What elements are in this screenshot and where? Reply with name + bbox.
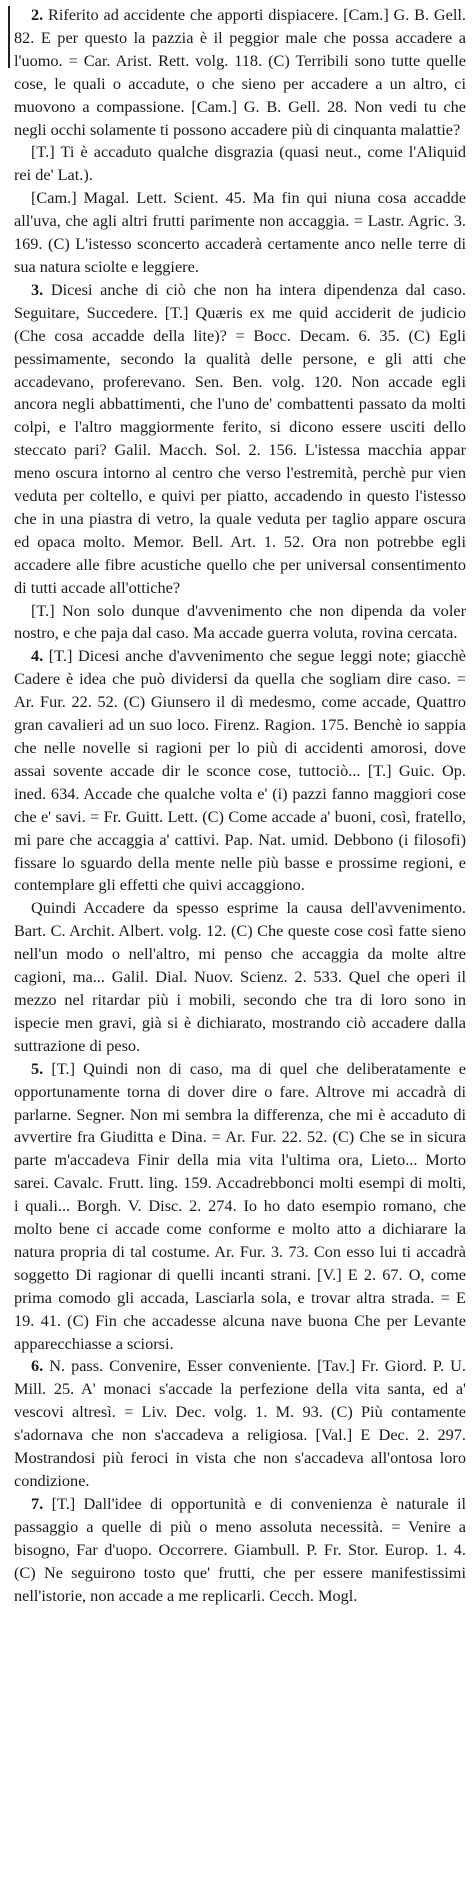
column-rule (8, 6, 10, 68)
sense-number: 4. (31, 646, 44, 666)
sense-number: 3. (31, 279, 44, 299)
sense-text: [T.] Ti è accaduto qualche disgrazia (quasi neut., come l'Aliquid rei de' Lat.). (14, 142, 466, 185)
sense-2-note (14, 141, 466, 187)
sense-text: [T.] Non solo dunque d'avvenimento che non dipenda da voler nostro, e che paja dal caso. Ma accade guerra voluta, rovina cercata. (14, 600, 466, 643)
sense-text: Riferito ad accidente che apporti dispiacere. [Cam.] G. B. Gell. 82. E per questo la pazzia è il peggior male che possa accadere a l'uomo. = Car. Arist. Rett. volg. 118. (C) Terribili sono tutte quelle cose, le quali o accadute, o che sieno per accadere a un altro, ci muovono a compassione. [Cam.] G. B. Gell. 28. Non vedi tu che negli occhi solamente ti possono accadere più di cinquanta malattie? (14, 5, 466, 139)
sense-text: [T.] Dall'idee di opportunità e di convenienza è naturale il passaggio a quelle di più o meno assoluta necessità. = Venire a bisogno, Far d'uopo. Occorrere. Giambull. P. Fr. Stor. Europ. 1. 4. (C) Ne seguirono tosto que' frutti, che per essere manifestissimi nell'istorie, non accade a me replicarli. Cecch. Mogl. (14, 1493, 466, 1605)
dictionary-column (14, 4, 466, 1607)
sense-7 (14, 1493, 466, 1608)
sense-number: 7. (31, 1493, 44, 1513)
sense-number: 2. (31, 5, 44, 24)
sense-text: N. pass. Convenire, Esser conveniente. [Tav.] Fr. Giord. P. U. Mill. 25. A' monaci s'accade la perfezione della vita santa, ed a' vescovi altresì. = Liv. Dec. volg. 1. M. 93. (C) Più contamente s'adornava che non s'accadeva a religiosa. [Val.] E Dec. 2. 297. Mostrandosi più feroci in vista che non s'accadeva all'ontosa loro condizione. (14, 1356, 466, 1490)
sense-number: 5. (31, 1058, 44, 1078)
sense-text: Quindi Accadere da spesso esprime la causa dell'avvenimento. Bart. C. Archit. Albert. volg. 12. (C) Che queste cose così fatte sieno nell'un modo o nell'altro, mi penso che accaggia da molte altre cagioni, ma... Galil. Dial. Nuov. Scienz. 2. 533. Quel che operi il mezzo nel ritardar più i mobili, secondo che tra di loro sono in ispecie men gravi, già si è dichiarato, mostrando ciò accadere dalla suttrazione di peso. (14, 898, 466, 1055)
sense-3-note (14, 600, 466, 646)
sense-text: [T.] Quindi non di caso, ma di quel che deliberatamente e opportunamente torna di dover dire o fare. Altrove mi accadrà di parlarne. Segner. Non mi sembra la differenza, che mi è accaduto di avvertire fra Giuditta e Dina. = Ar. Fur. 22. 52. (C) Che se in sicura parte m'accadeva Finir della mia vita l'ultima ora, Lieto... Morto sarei. Cavalc. Frutt. ling. 159. Accadrebbonci molti esempi di molti, i quali... Borgh. V. Disc. 2. 274. Io ho dato esempio romano, che molto bene ci accade come conforme e molto atto a dichiarare la natura propria di tal costume. Ar. Fur. 3. 73. Con esso lui ti accadrà soggetto Di ragionar di quelli incanti strani. [V.] E 2. 67. O, come prima comodo gli accada, Lasciarla sola, e trovar altra strada. = E 19. 41. (C) Fin che accadesse alcuna nave buona Che per Levante apparecchiasse a sciorsi. (14, 1058, 467, 1353)
sense-2 (14, 4, 466, 141)
sense-5 (14, 1058, 466, 1356)
sense-4-cont (14, 897, 466, 1057)
sense-text: [Cam.] Magal. Lett. Scient. 45. Ma fin qui niuna cosa accadde all'uva, che agli altri frutti parimente non accaggia. = Lastr. Agric. 3. 169. (C) L'istesso sconcerto accaderà certamente anco nelle terre di sua natura sciolte e leggiere. (14, 188, 466, 276)
sense-number: 6. (31, 1356, 44, 1376)
sense-6 (14, 1355, 466, 1492)
sense-text: [T.] Dicesi anche d'avvenimento che segue leggi note; giacchè Cadere è idea che può dividersi da quella che sogliam dire caso. = Ar. Fur. 22. 52. (C) Giunsero il dì medesmo, come accade, Quattro gran cavalieri ad un suo loco. Firenz. Ragion. 175. Benchè io sappia che nelle novelle si ragioni per lo più di accidenti amorosi, dove assai sovente accade dir le sconce cose, tuttociò... [T.] Guic. Op. ined. 634. Accade che qualche volta e' (i) pazzi fanno maggiori cose che e' savi. = Fr. Guitt. Lett. (C) Come accade a' buoni, così, fratello, mi pare che accaggia a' cattivi. Pap. Nat. umid. Debbono (i filosofi) fissare lo sguardo della mente nelle più basse e prossime regioni, e contemplare gli effetti che quivi accaggiono. (14, 646, 466, 895)
sense-2-cont (14, 187, 466, 279)
sense-3 (14, 279, 466, 600)
sense-4 (14, 645, 466, 897)
sense-text: Dicesi anche di ciò che non ha intera dipendenza dal caso. Seguitare, Succedere. [T.] Quæris ex me quid acciderit de judicio (Che cosa accadde della lite)? = Bocc. Decam. 6. 35. (C) Egli pessimamente, secondo la qualità delle persone, e gli atti che accadevano, proferevano. Sen. Ben. volg. 120. Non accade egli ancora negli abbattimenti, che l'uno de' combattenti passato da molti colpi, e l'altro maggiormente ferito, si dicono essere usciti dello steccato pari? Galil. Macch. Sol. 2. 156. L'istessa macchia appar meno oscura intorno al centro che verso l'estremità, perchè pur vien veduta per coltello, e quivi per piatto, accadendo in questo l'istesso che in una piastra di vetro, la quale veduta per taglio appare oscura ed opaca molto. Memor. Bell. Art. 1. 52. Ora non potrebbe egli accadere alle fibre acustiche quello che per universal consentimento di tutti accade all'ottiche? (14, 279, 466, 597)
